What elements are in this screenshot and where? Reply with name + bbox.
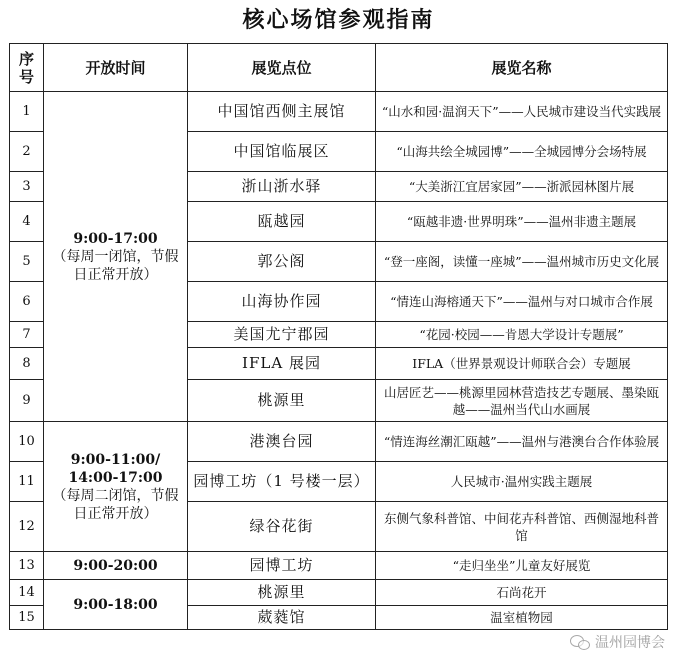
opening-time: 9:00-20:00 <box>73 557 158 574</box>
exhibition-cell: 山居匠艺——桃源里园林营造技艺专题展、墨染瓯越——温州当代山水画展 <box>376 380 668 422</box>
header-seq: 序号 <box>10 44 44 92</box>
row-number: 5 <box>10 242 44 282</box>
exhibition-cell: 石尚花开 <box>376 580 668 606</box>
table-row <box>10 580 668 606</box>
header-time: 开放时间 <box>44 44 188 92</box>
opening-time-note: （每周二闭馆，节假日正常开放） <box>52 487 179 522</box>
location-cell: 园博工坊 <box>188 552 376 580</box>
opening-time-note: （每周一闭馆，节假日正常开放） <box>52 248 179 283</box>
header-location: 展览点位 <box>188 44 376 92</box>
location-cell: 山海协作园 <box>188 282 376 322</box>
opening-time-cell <box>44 580 188 630</box>
opening-time-cell <box>44 92 188 422</box>
opening-time: 9:00-17:00 <box>73 230 158 247</box>
location-cell: 中国馆西侧主展馆 <box>188 92 376 132</box>
exhibition-cell: 人民城市·温州实践主题展 <box>376 462 668 502</box>
exhibition-cell: “走归坐坐”儿童友好展览 <box>376 552 668 580</box>
row-number: 4 <box>10 202 44 242</box>
visit-guide-table <box>9 43 668 630</box>
opening-time-cell <box>44 422 188 552</box>
exhibition-cell: 东侧气象科普馆、中间花卉科普馆、西侧湿地科普馆 <box>376 502 668 552</box>
row-number: 12 <box>10 502 44 552</box>
location-cell: 桃源里 <box>188 580 376 606</box>
location-cell: 郭公阁 <box>188 242 376 282</box>
watermark <box>570 632 665 652</box>
row-number: 9 <box>10 380 44 422</box>
row-number: 1 <box>10 92 44 132</box>
watermark-text: 温州园博会 <box>595 635 665 651</box>
row-number: 3 <box>10 172 44 202</box>
location-cell: 浙山浙水驿 <box>188 172 376 202</box>
exhibition-cell: IFLA（世界景观设计师联合会）专题展 <box>376 348 668 380</box>
opening-time-cell <box>44 552 188 580</box>
location-cell: 瓯越园 <box>188 202 376 242</box>
row-number: 7 <box>10 322 44 348</box>
table-row <box>10 92 668 132</box>
exhibition-cell: “情连海丝潮汇瓯越”——温州与港澳台合作体验展 <box>376 422 668 462</box>
row-number: 2 <box>10 132 44 172</box>
header-exhibition: 展览名称 <box>376 44 668 92</box>
table-row <box>10 552 668 580</box>
row-number: 11 <box>10 462 44 502</box>
exhibition-cell: “山海共绘全城园博”——全城园博分会场特展 <box>376 132 668 172</box>
location-cell: 桃源里 <box>188 380 376 422</box>
exhibition-cell: “花园·校园——肯恩大学设计专题展” <box>376 322 668 348</box>
row-number: 13 <box>10 552 44 580</box>
row-number: 15 <box>10 606 44 630</box>
exhibition-cell: 温室植物园 <box>376 606 668 630</box>
page-title: 核心场馆参观指南 <box>242 8 435 33</box>
row-number: 10 <box>10 422 44 462</box>
location-cell: 美国尤宁郡园 <box>188 322 376 348</box>
header-row <box>10 44 668 92</box>
exhibition-cell: “瓯越非遗·世界明珠”——温州非遗主题展 <box>376 202 668 242</box>
chat-bubbles-icon <box>570 634 590 650</box>
row-number: 6 <box>10 282 44 322</box>
location-cell: 港澳台园 <box>188 422 376 462</box>
exhibition-cell: “情连山海榕通天下”——温州与对口城市合作展 <box>376 282 668 322</box>
exhibition-cell: “山水和园·温润天下”——人民城市建设当代实践展 <box>376 92 668 132</box>
exhibition-cell: “登一座阁，读懂一座城”——温州城市历史文化展 <box>376 242 668 282</box>
location-cell: IFLA 展园 <box>188 348 376 380</box>
row-number: 8 <box>10 348 44 380</box>
opening-time: 9:00-11:00/ 14:00-17:00 <box>68 451 163 486</box>
location-cell: 葳蕤馆 <box>188 606 376 630</box>
table-row <box>10 422 668 462</box>
location-cell: 园博工坊（1 号楼一层） <box>188 462 376 502</box>
exhibition-cell: “大美浙江宜居家园”——浙派园林图片展 <box>376 172 668 202</box>
location-cell: 绿谷花街 <box>188 502 376 552</box>
opening-time: 9:00-18:00 <box>73 596 158 613</box>
location-cell: 中国馆临展区 <box>188 132 376 172</box>
row-number: 14 <box>10 580 44 606</box>
